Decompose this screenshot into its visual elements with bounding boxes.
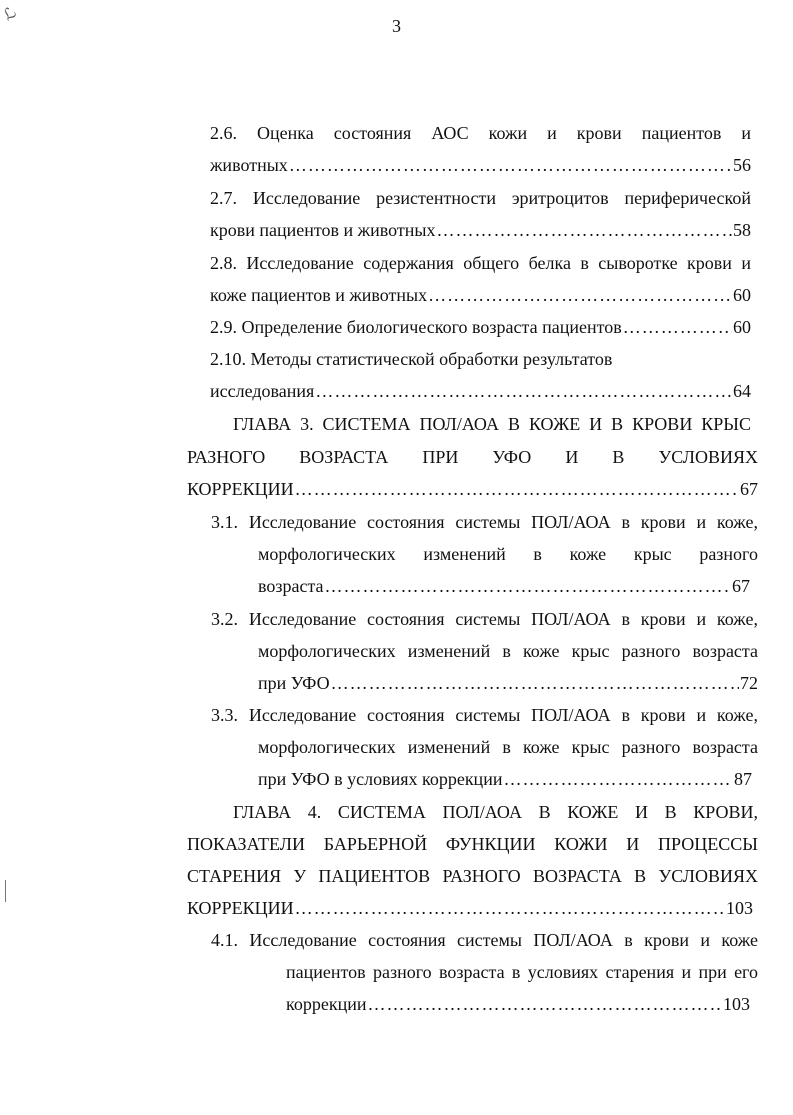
toc-entry-4-1-line1: 4.1. Исследование состояния системы ПОЛ/АОА в крови и коже (211, 930, 758, 950)
toc-entry-text: 2.9. Определение биологического возраста пациентов (210, 317, 622, 337)
toc-entry-text: исследования (210, 381, 315, 401)
toc-entry-3-2-line2: морфологических изменений в коже крыс разного возраста (258, 641, 758, 661)
toc-entry-2-10-line1: 2.10. Методы статистической обработки результатов (210, 349, 613, 369)
chapter-3-line1: ГЛАВА 3. СИСТЕМА ПОЛ/АОА В КОЖЕ И В КРОВИ КРЫС (233, 414, 751, 434)
toc-page: 60 (733, 317, 751, 337)
toc-entry-text: при УФО (258, 673, 330, 693)
toc-entry-2-8-line2 (210, 284, 751, 306)
toc-entry-text: КОРРЕКЦИИ (187, 898, 294, 918)
chapter-4-line4 (187, 897, 753, 919)
toc-page: 103 (726, 898, 753, 918)
toc-entry-3-1-line1: 3.1. Исследование состояния системы ПОЛ/АОА в крови и коже, (211, 512, 758, 532)
toc-entry-2-8-line1: 2.8. Исследование содержания общего белка в сыворотке крови и (210, 253, 751, 273)
toc-entry-2-9 (210, 316, 751, 338)
toc-entry-2-6-line1: 2.6. Оценка состояния АОС кожи и крови пациентов и (210, 123, 751, 143)
toc-entry-text: коже пациентов и животных (210, 285, 428, 305)
toc-page: 87 (734, 769, 752, 789)
toc-entry-text: при УФО в условиях коррекции (258, 769, 503, 789)
toc-entry-text: животных (210, 155, 288, 175)
toc-page: 58 (733, 220, 751, 240)
toc-entry-text: крови пациентов и животных (210, 220, 436, 240)
toc-entry-3-2-line1: 3.2. Исследование состояния системы ПОЛ/АОА в крови и коже, (211, 609, 758, 629)
toc-entry-3-3-line2: морфологических изменений в коже крыс разного возраста (258, 737, 758, 757)
toc-entry-4-1-line3 (286, 993, 750, 1015)
page-number: 3 (392, 16, 401, 36)
chapter-4-line2: ПОКАЗАТЕЛИ БАРЬЕРНОЙ ФУНКЦИИ КОЖИ И ПРОЦЕССЫ (187, 834, 758, 854)
toc-entry-2-7-line2 (210, 219, 751, 241)
toc-entry-2-10-line2 (210, 380, 751, 402)
scan-edge-mark (5, 880, 6, 902)
chapter-4-line1: ГЛАВА 4. СИСТЕМА ПОЛ/АОА В КОЖЕ И В КРОВИ, (233, 802, 758, 822)
toc-page: 72 (740, 673, 758, 693)
toc-page: 64 (733, 381, 751, 401)
toc-entry-text: возраста (258, 576, 324, 596)
chapter-4-line3: СТАРЕНИЯ У ПАЦИЕНТОВ РАЗНОГО ВОЗРАСТА В УСЛОВИЯХ (187, 866, 758, 886)
toc-page: 67 (740, 479, 758, 499)
toc-entry-3-2-line3 (258, 672, 758, 694)
toc-entry-2-7-line1: 2.7. Исследование резистентности эритроцитов периферической (210, 188, 751, 208)
toc-entry-text: коррекции (286, 994, 367, 1014)
toc-entry-3-1-line3 (258, 575, 750, 597)
toc-entry-3-3-line3 (258, 768, 752, 790)
toc-entry-3-3-line1: 3.3. Исследование состояния системы ПОЛ/АОА в крови и коже, (211, 705, 758, 725)
toc-entry-3-1-line2: морфологических изменений в коже крыс разного (258, 544, 758, 564)
chapter-3-line2: РАЗНОГО ВОЗРАСТА ПРИ УФО И В УСЛОВИЯХ (187, 447, 758, 467)
handwritten-mark: ℒ (0, 4, 20, 25)
toc-page: 67 (732, 576, 750, 596)
toc-page: 56 (733, 155, 751, 175)
toc-page: 60 (733, 285, 751, 305)
toc-page: 103 (723, 994, 750, 1014)
toc-entry-4-1-line2: пациентов разного возраста в условиях старения и при его (286, 962, 758, 982)
chapter-3-line3 (187, 478, 758, 500)
toc-entry-text: КОРРЕКЦИИ (187, 479, 294, 499)
toc-entry-2-6-line2 (210, 154, 751, 176)
